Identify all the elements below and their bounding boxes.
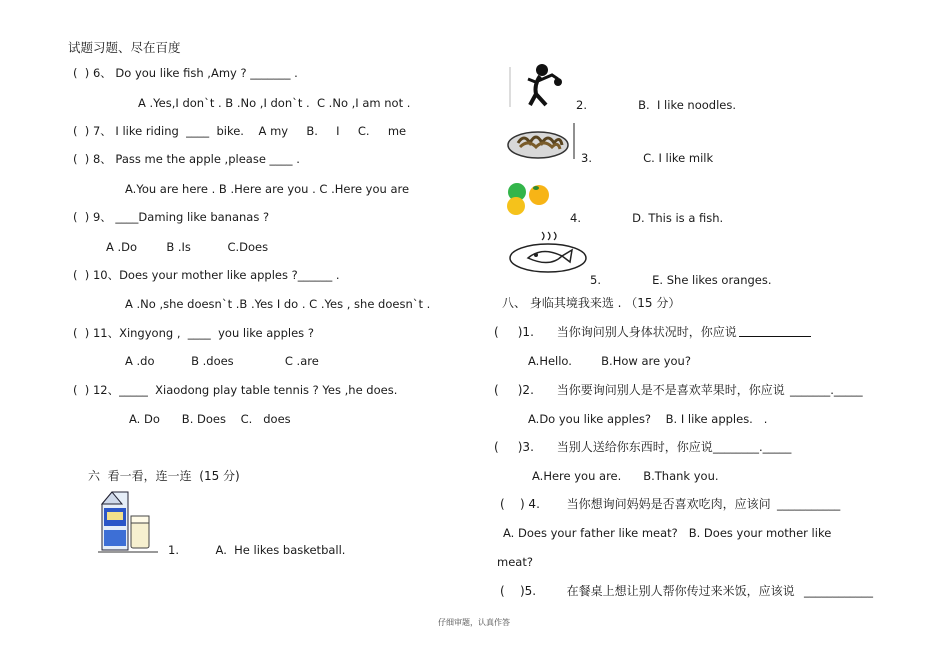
person-running-icon [506, 61, 572, 109]
question-12: ( ) 12、_____ Xiaodong play table tennis ? Yes ,he does. [73, 383, 398, 397]
question-11: ( ) 11、Xingyong , ____ you like apples ? [73, 326, 314, 340]
question-6-options: A .Yes,I don`t . B .No ,I don`t . C .No ,I am not . [138, 96, 411, 110]
scenario-4-options-cont: meat? [497, 555, 533, 569]
question-10-options: A .No ,she doesn`t .B .Yes I do . C .Yes , she doesn`t . [125, 297, 431, 311]
section-6-title: 六 看一看，连一连 (15 分) [88, 469, 240, 483]
scenario-3: ( )3. 当别人送给你东西时，你应说 [494, 440, 713, 454]
question-12-options: A. Do B. Does C. does [129, 412, 291, 426]
question-8-options: A.You are here . B .Here are you . C .Here you are [125, 182, 410, 196]
scenario-4-options: A. Does your father like meat? B. Does your mother like [503, 526, 832, 540]
scenario-1: ( )1. 当你询问别人身体状况时，你应说 [494, 325, 737, 339]
scenario-3-options: A.Here you are. B.Thank you. [532, 469, 719, 483]
page-header: 试题习题、尽在百度 [68, 40, 181, 55]
match-item-1: 1. A. He likes basketball. [168, 543, 346, 557]
scenario-5: ( )5. 在餐桌上想让别人帮你传过来米饭，应该说 [500, 584, 795, 598]
answer-blank-3: ________._____ [713, 440, 792, 454]
fish-plate-icon [506, 228, 590, 274]
answer-blank-2: _______._____ [790, 383, 863, 397]
question-11-options: A .do B .does C .are [125, 354, 319, 368]
scenario-2-options: A.Do you like apples? B. I like apples. . [528, 412, 768, 426]
answer-blank-1 [739, 336, 811, 337]
match-item-5: 5. E. She likes oranges. [590, 273, 772, 287]
question-9-options: A .Do B .Is C.Does [106, 240, 269, 254]
section-8-title: 八、 身临其境我来选 . （15 分） [502, 296, 681, 310]
noodles-plate-icon [506, 121, 578, 161]
question-9: ( ) 9、 ____Daming like bananas ? [73, 210, 270, 224]
match-item-3: 3. C. I like milk [581, 151, 714, 165]
match-item-4: 4. D. This is a fish. [570, 211, 724, 225]
page-footer: 仔细审题，认真作答 [438, 618, 510, 627]
question-8: ( ) 8、 Pass me the apple ,please ____ . [73, 152, 300, 166]
match-item-2: 2. B. I like noodles. [576, 98, 737, 112]
question-7: ( ) 7、 I like riding ____ bike. A my B. I C. me [73, 124, 407, 138]
answer-blank-4: ___________ [777, 497, 841, 511]
oranges-icon [502, 180, 554, 218]
scenario-2: ( )2. 当你要询问别人是不是喜欢苹果时，你应说 [494, 383, 785, 397]
milk-carton-icon [98, 490, 160, 554]
question-6: ( ) 6、 Do you like fish ,Amy ? _______ . [73, 66, 298, 80]
scenario-4: ( ) 4. 当你想询问妈妈是否喜欢吃肉，应该问 [500, 497, 771, 511]
answer-blank-5: ____________ [804, 584, 873, 598]
scenario-1-options: A.Hello. B.How are you? [528, 354, 691, 368]
question-10: ( ) 10、Does your mother like apples ?______ . [73, 268, 340, 282]
